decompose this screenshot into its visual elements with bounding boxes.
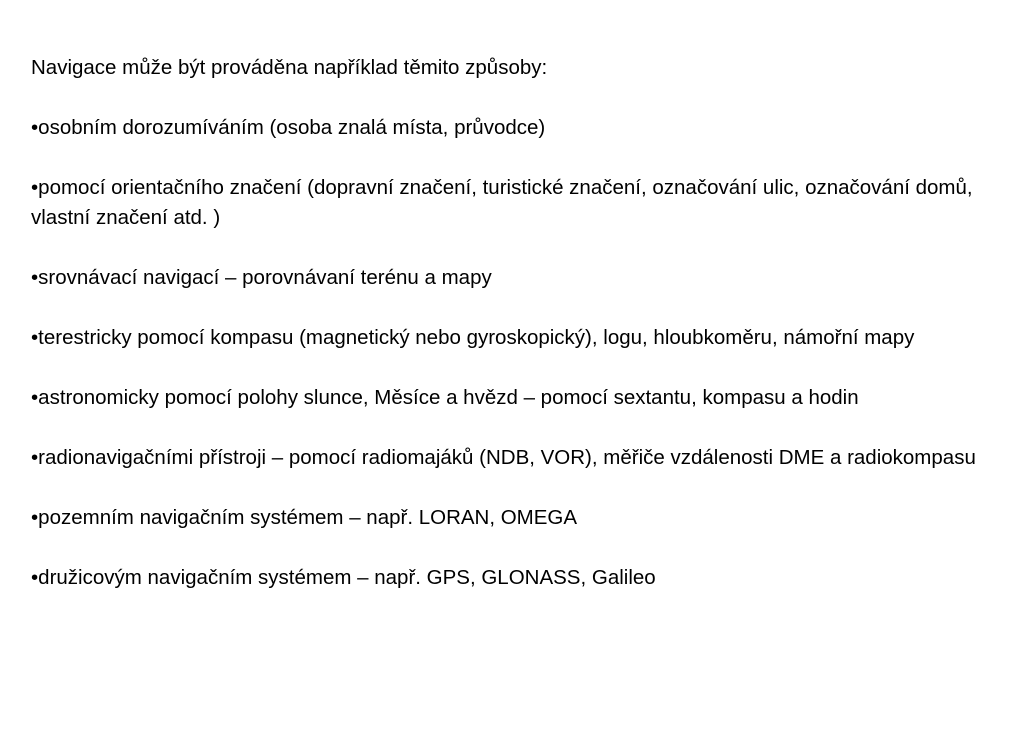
list-item: •srovnávací navigací – porovnávaní terénu a mapy xyxy=(31,266,492,289)
list-item: •radionavigačními přístroji – pomocí radiomajáků (NDB, VOR), měřiče vzdálenosti DME a radiokompasu xyxy=(31,446,976,469)
intro-text: Navigace může být prováděna například těmito způsoby: xyxy=(31,56,548,79)
list-item: •osobním dorozumíváním (osoba znalá místa, průvodce) xyxy=(31,116,546,139)
list-item: •družicovým navigačním systémem – např. GPS, GLONASS, Galileo xyxy=(31,566,656,589)
list-item: •terestricky pomocí kompasu (magnetický nebo gyroskopický), logu, hloubkoměru, námořní mapy xyxy=(31,326,915,349)
list-item: •astronomicky pomocí polohy slunce, Měsíce a hvězd – pomocí sextantu, kompasu a hodin xyxy=(31,386,859,409)
list-item: •pomocí orientačního značení (dopravní značení, turistické značení, označování ulic, označování domů, vlastní značení atd. ) xyxy=(31,176,973,229)
list-item: •pozemním navigačním systémem – např. LORAN, OMEGA xyxy=(31,506,578,529)
slide-content xyxy=(31,53,1001,593)
